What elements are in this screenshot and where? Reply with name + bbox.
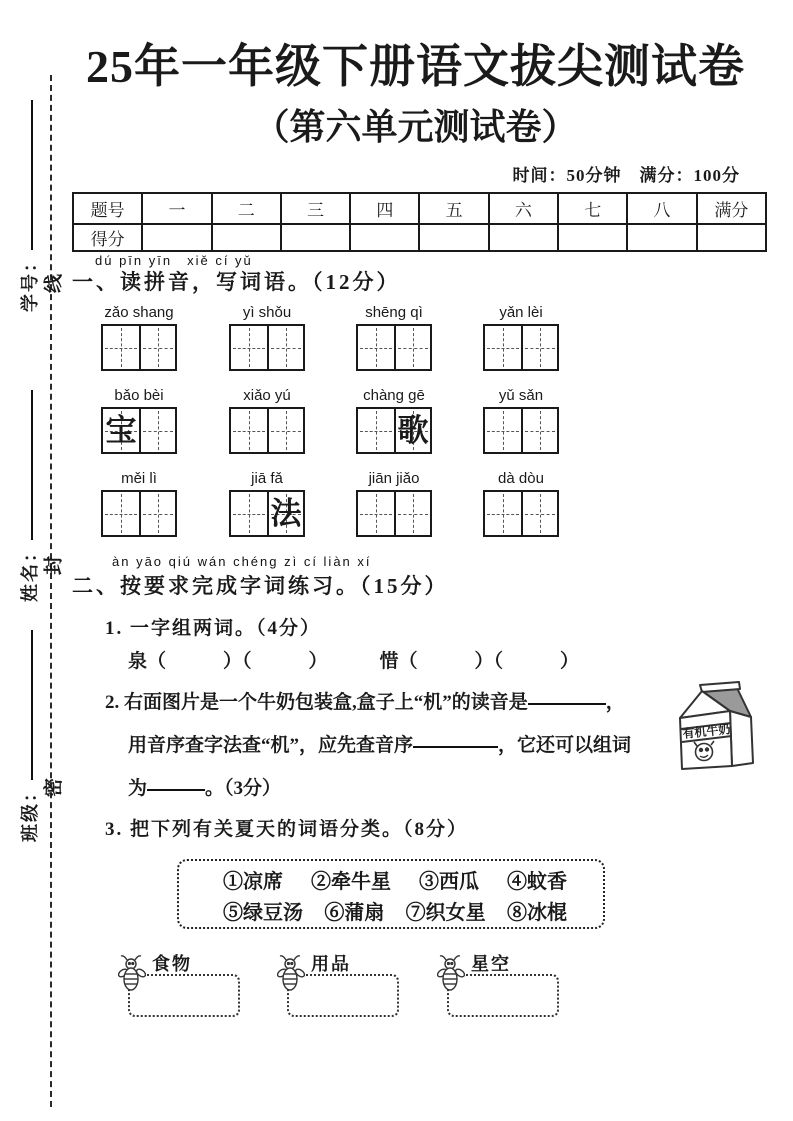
writing-grid (356, 407, 432, 454)
student-id-blank[interactable] (31, 100, 33, 250)
q1-label: 1. 一字组两词。（4分） (105, 618, 322, 639)
q3-label: 3. 把下列有关夏天的词语分类。（8分） (105, 819, 469, 840)
writing-grid (229, 407, 305, 454)
q2-blank-3[interactable] (147, 787, 205, 791)
score-input-cell[interactable] (489, 224, 558, 251)
student-class-label: 班级： (20, 782, 40, 842)
grid-cell[interactable] (231, 492, 267, 535)
pinyin-label: yǔ sǎn (498, 387, 544, 404)
grid-cell[interactable] (139, 326, 175, 369)
grid-cell[interactable] (103, 492, 139, 535)
score-input-cell[interactable] (281, 224, 350, 251)
pinyin-label: shēng qì (365, 304, 423, 321)
grid-cell[interactable] (485, 409, 521, 452)
section1-title: 一、读拼音，写词语。（12分） (72, 270, 401, 294)
q2-line-2 (128, 724, 685, 767)
pinyin-word-group (228, 304, 306, 371)
seal-char-xian: 线 (43, 274, 65, 294)
word-item: ③西瓜 (419, 871, 479, 893)
word-row-1 (223, 865, 567, 894)
grid-cell[interactable] (394, 409, 430, 452)
grid-cell[interactable] (358, 326, 394, 369)
seal-char-mi: 密 (43, 778, 65, 798)
grid-cell[interactable] (267, 409, 303, 452)
word-item: ⑤绿豆汤 (223, 902, 303, 924)
q1-item-quan[interactable]: 泉（ ）（ ） (128, 651, 328, 672)
score-input-cell[interactable] (697, 224, 766, 251)
q2-line3-text: 为 (128, 778, 148, 799)
pinyin-label: yǎn lèi (499, 304, 543, 321)
word-item: ②牵牛星 (311, 871, 391, 893)
pinyin-word-group (355, 304, 433, 371)
grid-cell[interactable] (103, 326, 139, 369)
score-header-cell: 四 (350, 193, 419, 224)
category-label: 星空 (471, 954, 511, 974)
grid-cell[interactable] (358, 409, 394, 452)
score-input-cell[interactable] (627, 224, 696, 251)
grid-cell[interactable] (267, 492, 303, 535)
score-header-cell: 一 (142, 193, 211, 224)
grid-cell[interactable] (231, 326, 267, 369)
grid-cell[interactable] (139, 492, 175, 535)
q2-line2-text: 用音序查字法查“机”，应先查音序 (128, 735, 414, 756)
pinyin-label: yì shǒu (242, 304, 292, 321)
category-starry-sky (437, 950, 569, 1020)
pinyin-word-group (482, 304, 560, 371)
grid-cell[interactable] (358, 492, 394, 535)
pinyin-word-group (482, 387, 560, 454)
bee-icon (277, 953, 305, 998)
q2-block (105, 681, 685, 810)
writing-grid (356, 324, 432, 371)
word-row-2 (223, 896, 567, 925)
writing-grid (101, 407, 177, 454)
student-name-blank[interactable] (31, 390, 33, 540)
word-item: ⑧冰棍 (506, 902, 567, 924)
grid-cell[interactable] (394, 492, 430, 535)
score-header-cell: 八 (627, 193, 696, 224)
word-item: ①凉席 (223, 871, 283, 893)
score-row-label: 得分 (73, 224, 142, 251)
pinyin-label: jiān jiǎo (368, 470, 420, 487)
q2-blank-2[interactable] (413, 744, 498, 748)
writing-grid (229, 490, 305, 537)
grid-cell[interactable] (521, 326, 557, 369)
grid-cell[interactable] (231, 409, 267, 452)
pinyin-word-group (355, 470, 433, 537)
writing-grid (483, 490, 559, 537)
grid-row-3 (100, 470, 680, 550)
grid-cell[interactable] (521, 409, 557, 452)
grid-cell-char: 法 (270, 496, 302, 531)
writing-grid (101, 490, 177, 537)
grid-cell[interactable] (521, 492, 557, 535)
score-header-cell: 三 (281, 193, 350, 224)
score-input-cell[interactable] (419, 224, 488, 251)
student-class-blank[interactable] (31, 630, 33, 780)
pinyin-word-group (355, 387, 433, 454)
score-table (72, 192, 767, 252)
q2-line-3 (128, 767, 685, 810)
pinyin-label: měi lì (121, 470, 157, 487)
student-id-label: 学号： (20, 252, 40, 312)
word-item: ⑥蒲扇 (324, 902, 385, 924)
section2-title: 二、按要求完成字词练习。（15分） (72, 574, 449, 598)
pinyin-label: bǎo bèi (114, 387, 164, 404)
score-table-score-row (73, 224, 766, 251)
score-input-cell[interactable] (558, 224, 627, 251)
category-label: 用品 (311, 954, 351, 974)
pinyin-word-group (100, 387, 178, 454)
grid-cell[interactable] (485, 326, 521, 369)
grid-cell[interactable] (139, 409, 175, 452)
score-input-cell[interactable] (142, 224, 211, 251)
q2-line2-tail: ，它还可以组词 (498, 735, 632, 756)
q1-items (128, 646, 579, 673)
q2-line1-text: 2. 右面图片是一个牛奶包装盒,盒子上“机”的读音是 (105, 692, 528, 713)
score-header-cell: 题号 (73, 193, 142, 224)
carton-label: 有机牛奶 (681, 722, 732, 741)
score-input-cell[interactable] (350, 224, 419, 251)
score-input-cell[interactable] (212, 224, 281, 251)
seal-char-feng: 封 (43, 556, 65, 576)
section1-pinyin: dú pīn yīn xiě cí yǔ (95, 253, 253, 268)
grid-cell-char: 宝 (105, 413, 137, 448)
word-item: ④蚊香 (507, 871, 567, 893)
seal-dashed-line (50, 75, 52, 1107)
grid-row-1 (100, 304, 680, 384)
grid-cell[interactable] (394, 326, 430, 369)
pinyin-label: zǎo shang (104, 304, 174, 321)
pinyin-label: xiǎo yú (243, 387, 291, 404)
q3-word-box (177, 859, 605, 929)
milk-carton-illustration (664, 678, 768, 779)
bee-icon (437, 953, 465, 998)
pinyin-word-group (100, 470, 178, 537)
student-name-label: 姓名： (20, 542, 40, 602)
score-header-cell: 五 (419, 193, 488, 224)
page-subtitle: （第六单元测试卷） (253, 107, 578, 147)
score-header-cell: 二 (212, 193, 281, 224)
pinyin-word-group (100, 304, 178, 371)
pinyin-label: jiā fǎ (251, 470, 283, 487)
writing-grid (483, 407, 559, 454)
score-header-cell: 七 (558, 193, 627, 224)
q2-line3-tail: 。（3分） (205, 778, 282, 799)
score-header-cell: 满分 (697, 193, 766, 224)
grid-cell-char: 歌 (397, 413, 429, 448)
score-table-header-row (73, 193, 766, 224)
category-supplies (277, 950, 409, 1020)
student-class-field (16, 630, 42, 842)
section2-pinyin: àn yāo qiú wán chéng zì cí liàn xí (112, 554, 372, 569)
grid-row-2 (100, 387, 680, 467)
q2-line1-tail: ， (605, 692, 625, 713)
q1-item-xi[interactable]: 惜（ ）（ ） (379, 651, 580, 672)
pinyin-word-group (482, 470, 560, 537)
time-score-info: 时间：50分钟 满分：100分 (512, 166, 740, 185)
pinyin-label: chàng gē (363, 387, 425, 404)
writing-grid (356, 490, 432, 537)
pinyin-word-group (228, 387, 306, 454)
writing-grid (229, 324, 305, 371)
q2-blank-1[interactable] (528, 701, 606, 705)
grid-cell[interactable] (267, 326, 303, 369)
writing-grid (101, 324, 177, 371)
q2-line-1 (105, 681, 685, 724)
score-header-cell: 六 (489, 193, 558, 224)
grid-cell[interactable] (485, 492, 521, 535)
pinyin-word-group (228, 470, 306, 537)
word-item: ⑦织女星 (405, 902, 486, 924)
bee-icon (118, 953, 146, 998)
grid-cell[interactable] (103, 409, 139, 452)
page-title: 25年一年级下册语文拔尖测试卷 (86, 41, 745, 92)
category-food (118, 950, 250, 1020)
writing-grid (483, 324, 559, 371)
category-label: 食物 (152, 954, 192, 974)
pinyin-label: dà dòu (498, 470, 544, 487)
